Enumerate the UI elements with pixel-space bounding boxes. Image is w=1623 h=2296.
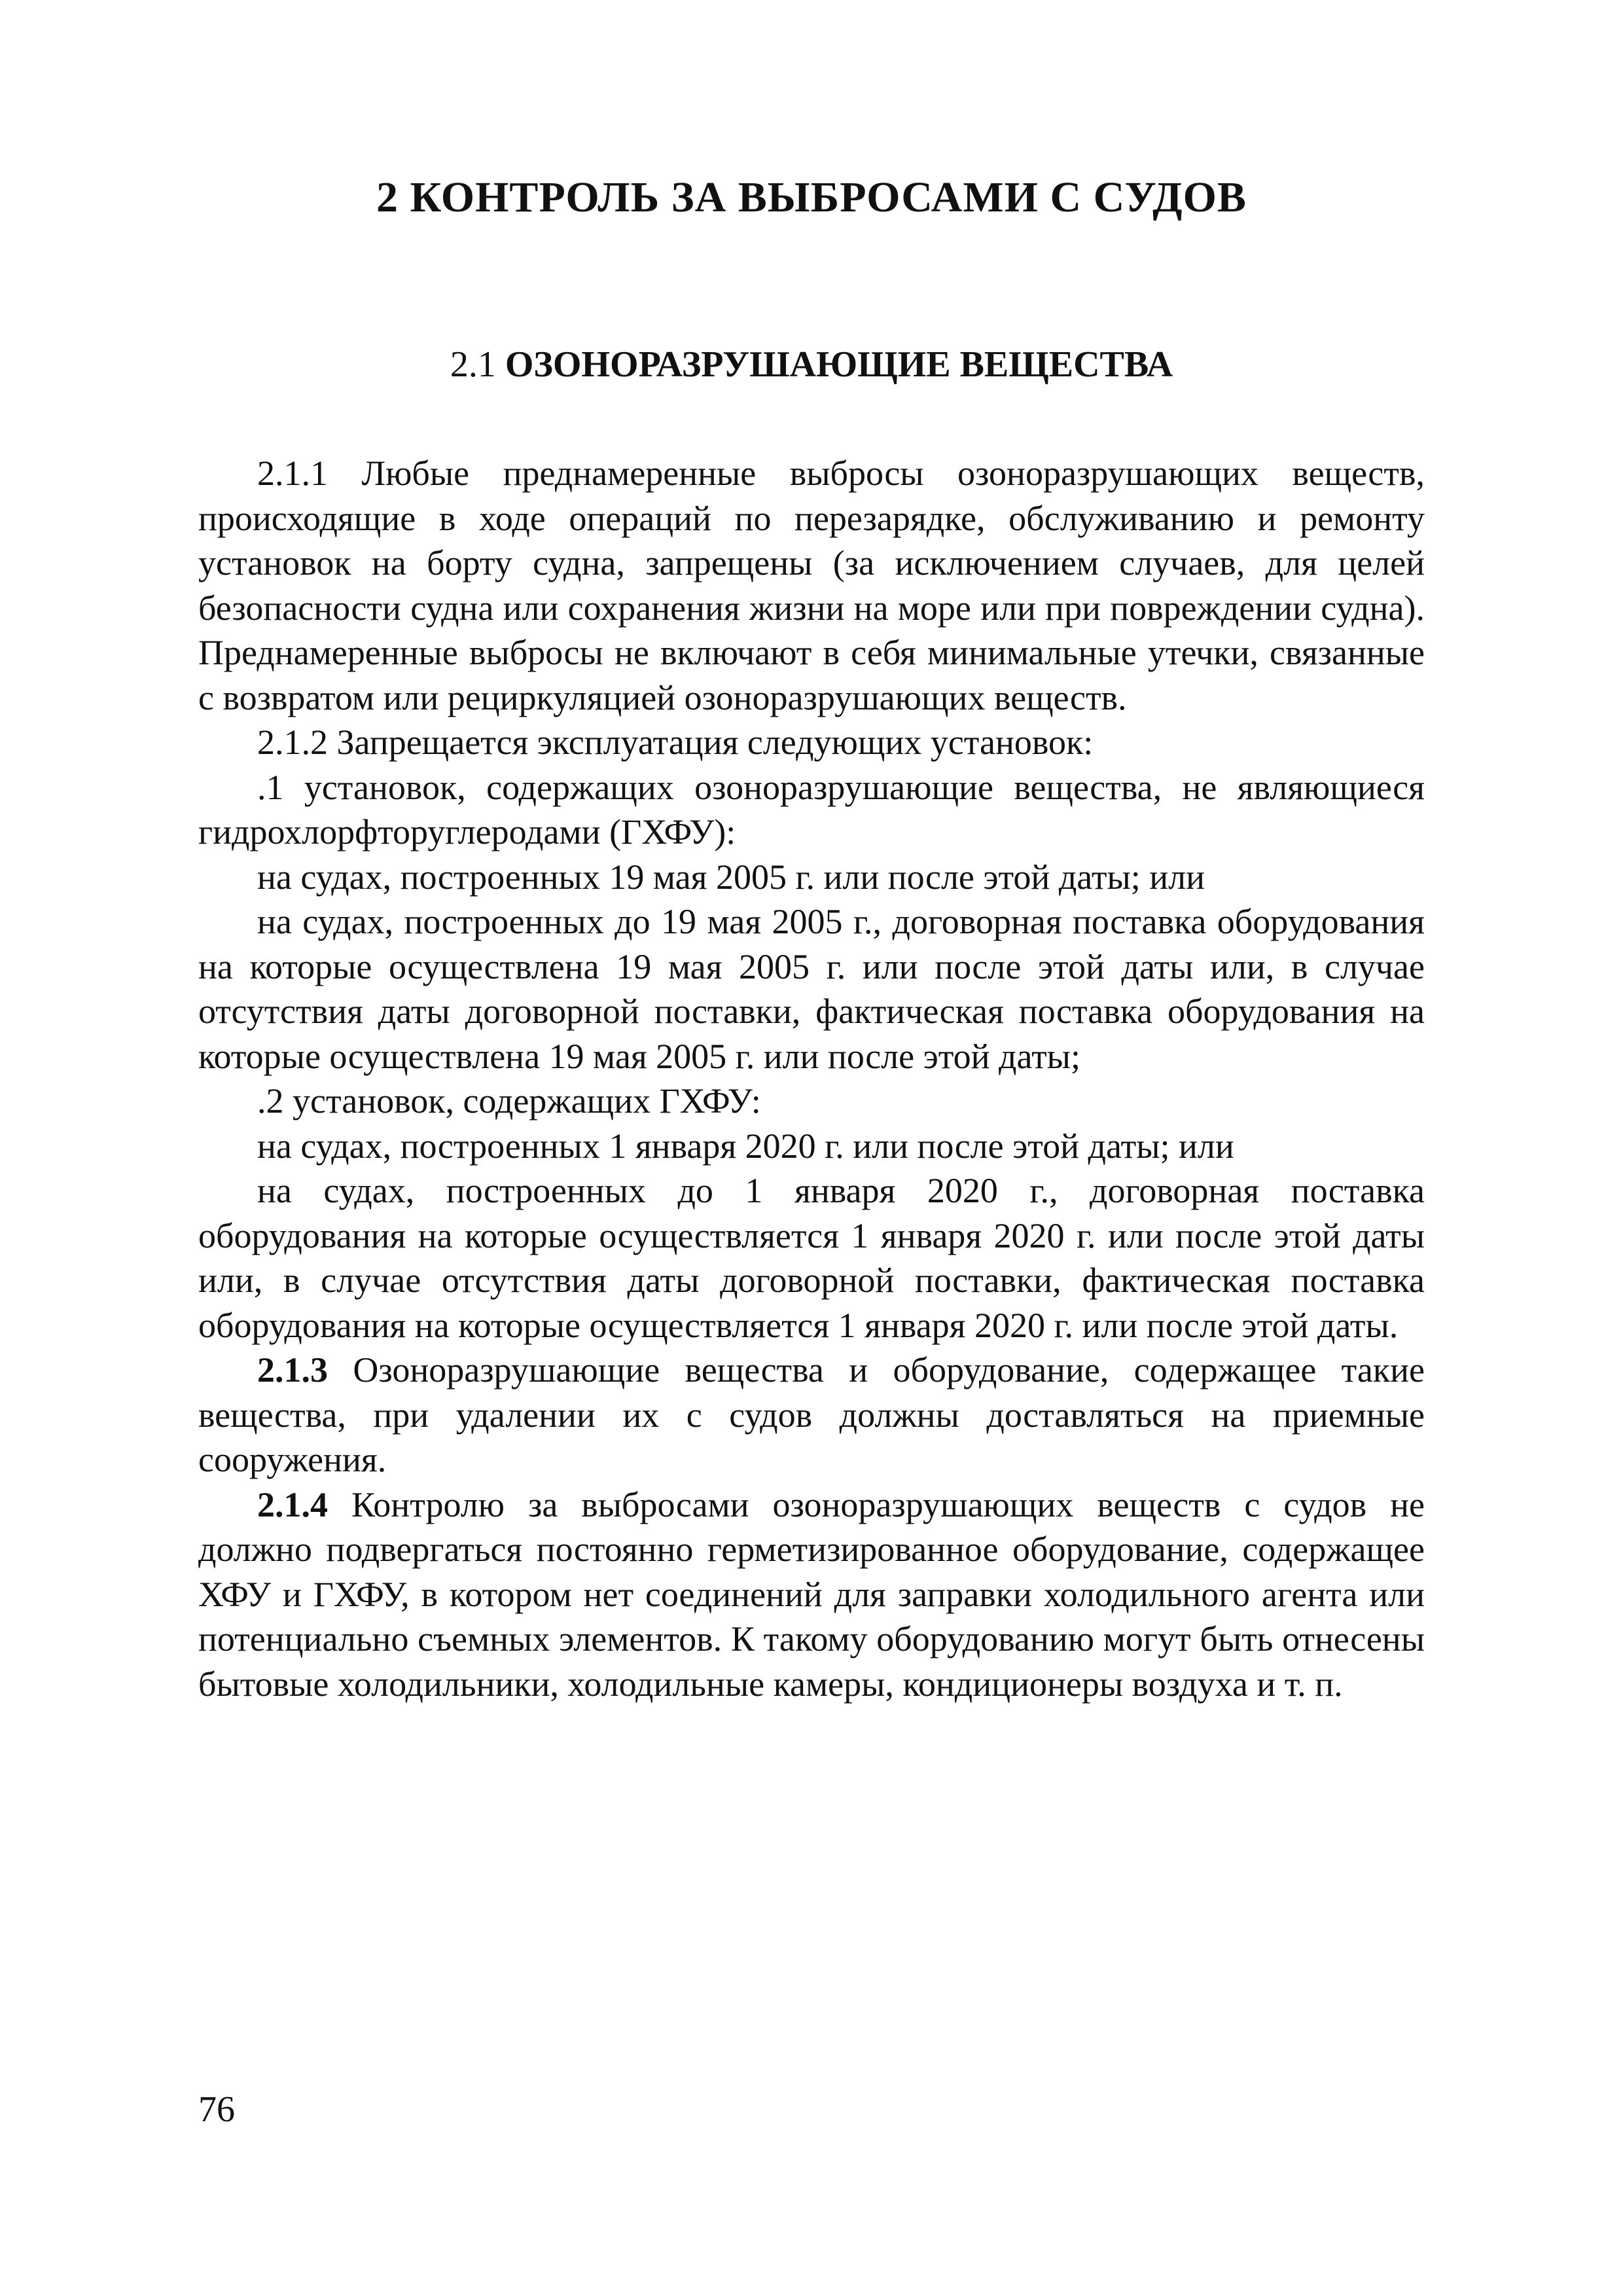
paragraph-text: .1 установок, содержащих озоноразрушающие вещества, не являющиеся гидрохлорфторуглеродами (ГХФУ): xyxy=(198,767,1425,852)
paragraph-text: на судах, построенных до 1 января 2020 г., договорная поставка оборудования на которые осуществляется 1 января 2020 г. или после этой даты или, в случае отсутствия даты договорной поставки, фактическая поставка оборудования на которые осуществляется 1 января 2020 г. или после этой даты. xyxy=(198,1171,1425,1345)
chapter-title: 2 КОНТРОЛЬ ЗА ВЫБРОСАМИ С СУДОВ xyxy=(376,173,1247,221)
section-number: 2.1 xyxy=(450,344,496,385)
paragraph-text: 2.1.1 Любые преднамеренные выбросы озоноразрушающих веществ, происходящие в ходе операций по перезарядке, обслуживанию и ремонту установок на борту судна, запрещены (за исключением случаев, для целей безопасности судна или сохранения жизни на море или при повреждении судна). Преднамеренные выбросы не включают в себя минимальные утечки, связанные с возвратом или рециркуляцией озоноразрушающих веществ. xyxy=(198,454,1425,717)
paragraph-number: 2.1.4 xyxy=(257,1484,328,1524)
paragraph-text: на судах, построенных до 19 мая 2005 г., договорная поставка оборудования на которые осуществлена 19 мая 2005 г. или после этой даты или, в случае отсутствия даты договорной поставки, фактическая поставка оборудования на которые осуществлена 19 мая 2005 г. или после этой даты; xyxy=(198,902,1425,1076)
list-item-2 xyxy=(198,1079,1425,1124)
body-text xyxy=(198,451,1425,1706)
paragraph-2-1-2 xyxy=(198,720,1425,765)
list-item-1-sub-b xyxy=(198,899,1425,1079)
paragraph-text: .2 установок, содержащих ГХФУ: xyxy=(257,1081,761,1121)
paragraph-2-1-3 xyxy=(198,1348,1425,1482)
paragraph-text: Озоноразрушающие вещества и оборудование, содержащее такие вещества, при удалении их с судов должны доставляться на приемные сооружения. xyxy=(198,1350,1425,1479)
paragraph-text: Контролю за выбросами озоноразрушающих веществ с судов не должно подвергаться постоянно герметизированное оборудование, содержащее ХФУ и ГХФУ, в котором нет соединений для заправки холодильного агента или потенциально съемных элементов. К такому оборудованию могут быть отнесены бытовые холодильники, холодильные камеры, кондиционеры воздуха и т. п. xyxy=(198,1484,1425,1704)
list-item-2-sub-a xyxy=(198,1124,1425,1169)
paragraph-text: на судах, построенных 1 января 2020 г. или после этой даты; или xyxy=(257,1126,1234,1166)
paragraph-number: 2.1.3 xyxy=(257,1350,328,1390)
paragraph-2-1-4 xyxy=(198,1482,1425,1707)
page-number: 76 xyxy=(198,2089,235,2130)
list-item-1-sub-a xyxy=(198,855,1425,900)
section-title xyxy=(196,343,1427,387)
paragraph-text: на судах, построенных 19 мая 2005 г. или после этой даты; или xyxy=(257,857,1205,897)
paragraph-text: 2.1.2 Запрещается эксплуатация следующих установок: xyxy=(257,723,1094,762)
list-item-1 xyxy=(198,765,1425,855)
list-item-2-sub-b xyxy=(198,1168,1425,1348)
section-title-text: ОЗОНОРАЗРУШАЮЩИЕ ВЕЩЕСТВА xyxy=(505,344,1173,385)
paragraph-2-1-1 xyxy=(198,451,1425,720)
